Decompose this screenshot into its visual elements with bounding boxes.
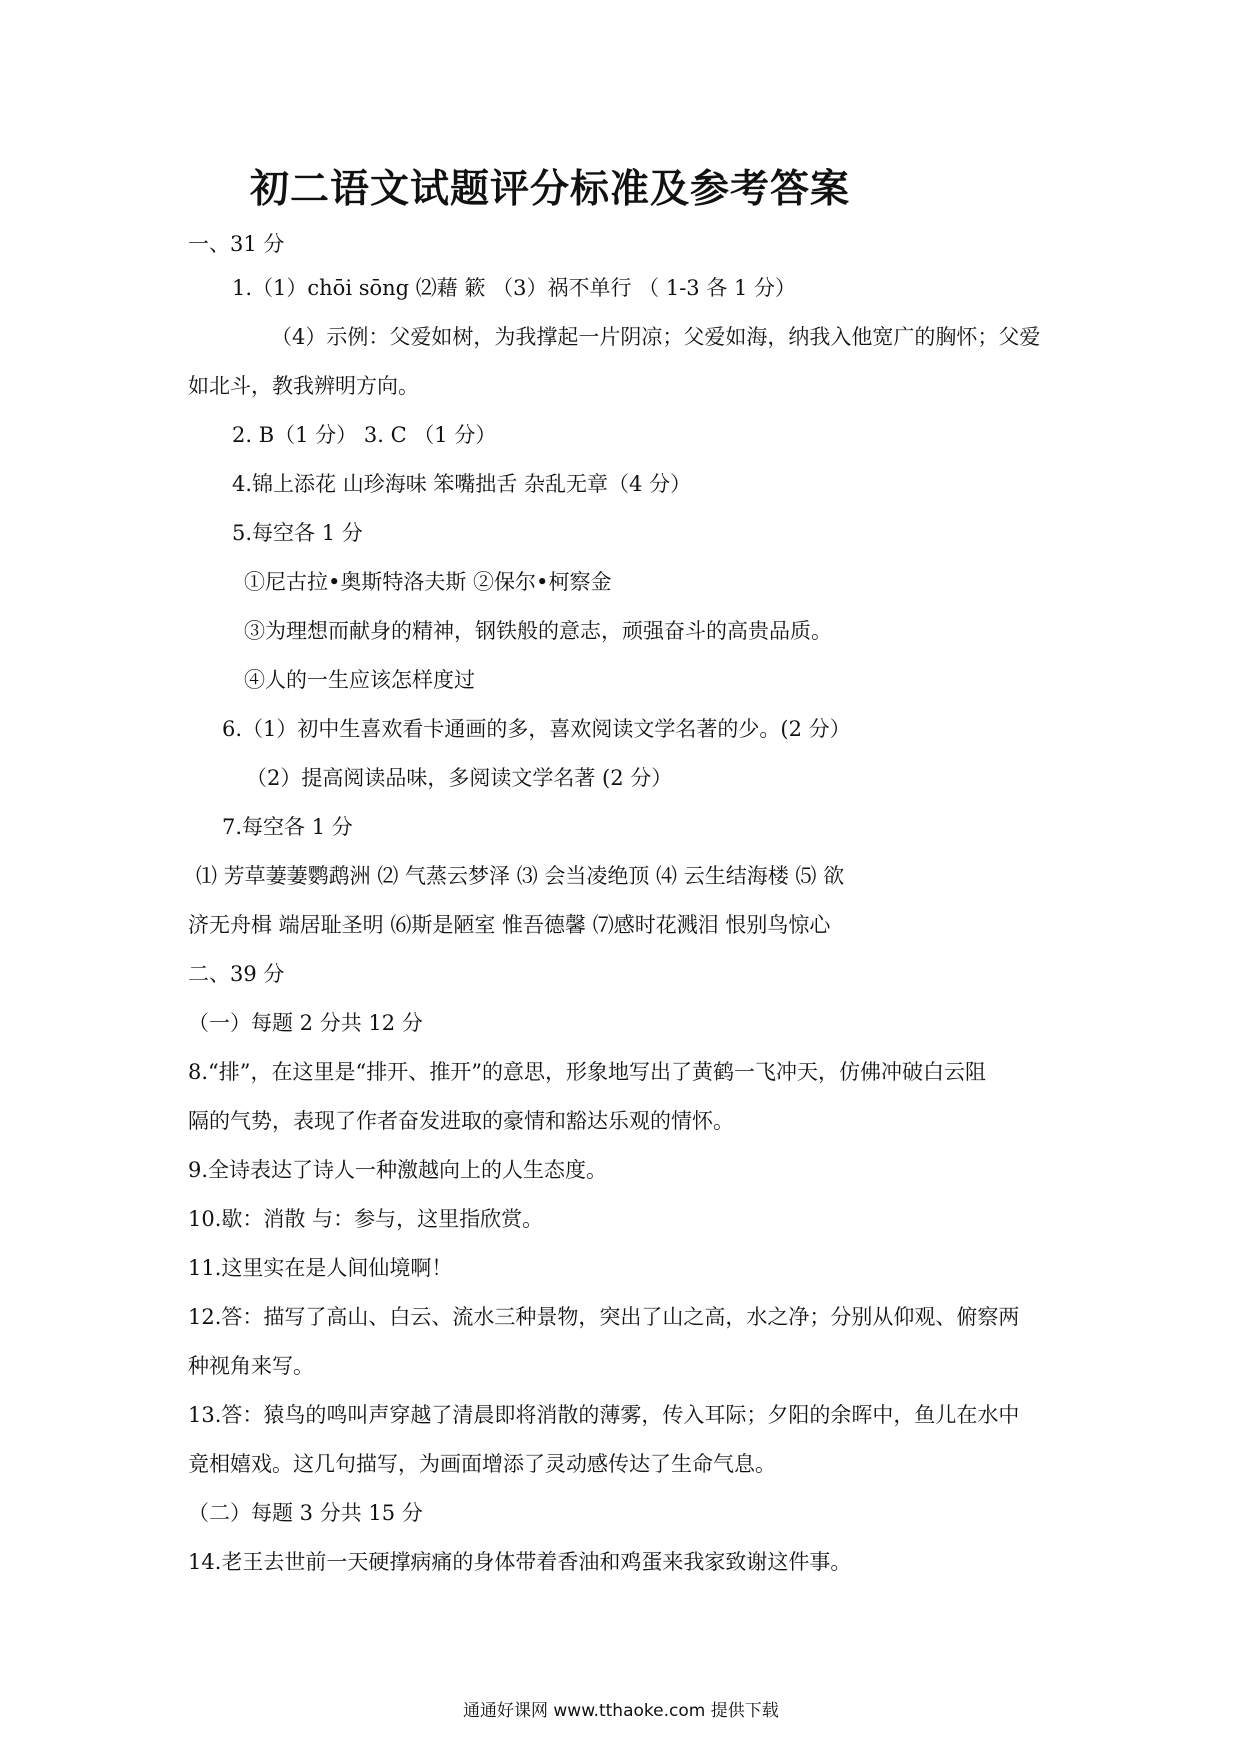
section-one-heading: 一、31 分 [188, 232, 285, 256]
answer-q1-example-cont: 如北斗，教我辨明方向。 [188, 374, 419, 398]
answer-q5-item-1-2: ①尼古拉•奥斯特洛夫斯 ②保尔•柯察金 [244, 570, 612, 594]
answer-q1-pinyin: 1.（1）chōi sōng ⑵藉 簌 （3）祸不单行 （ 1-3 各 1 分） [232, 276, 797, 300]
answer-q13: 13.答：猿鸟的鸣叫声穿越了清晨即将消散的薄雾，传入耳际；夕阳的余晖中，鱼儿在水中 [188, 1403, 1020, 1427]
answer-q9: 9.全诗表达了诗人一种激越向上的人生态度。 [188, 1158, 608, 1182]
answer-q4: 4.锦上添花 山珍海味 笨嘴拙舌 杂乱无章（4 分） [232, 472, 692, 496]
footer-download-note: 通通好课网 www.tthaoke.com 提供下载 [463, 1701, 779, 1721]
answer-q13-cont: 竟相嬉戏。这几句描写，为画面增添了灵动感传达了生命气息。 [188, 1452, 776, 1476]
answer-q6-part-1: 6.（1）初中生喜欢看卡通画的多，喜欢阅读文学名著的少。(2 分） [222, 717, 851, 741]
subsection-two-heading: （二）每题 3 分共 15 分 [188, 1501, 423, 1525]
section-two-heading: 二、39 分 [188, 962, 285, 986]
page-title: 初二语文试题评分标准及参考答案 [250, 166, 851, 212]
answer-q8: 8.“排”，在这里是“排开、推开”的意思，形象地写出了黄鹤一飞冲天，仿佛冲破白云阻 [188, 1060, 986, 1084]
answer-q7-items-cont: 济无舟楫 端居耻圣明 ⑹斯是陋室 惟吾德馨 ⑺感时花溅泪 恨别鸟惊心 [188, 913, 831, 937]
answer-q7-heading: 7.每空各 1 分 [222, 815, 353, 839]
answer-q1-example: （4）示例：父爱如树，为我撑起一片阴凉；父爱如海，纳我入他宽广的胸怀；父爱 [271, 325, 1041, 349]
answer-q12-cont: 种视角来写。 [188, 1354, 314, 1378]
answer-q5-heading: 5.每空各 1 分 [232, 521, 363, 545]
answer-q14: 14.老王去世前一天硬撑病痛的身体带着香油和鸡蛋来我家致谢这件事。 [188, 1550, 852, 1574]
answer-q2-q3: 2. B（1 分） 3. C （1 分） [232, 423, 497, 447]
subsection-one-heading: （一）每题 2 分共 12 分 [188, 1011, 423, 1035]
answer-q6-part-2: （2）提高阅读品味，多阅读文学名著 (2 分） [246, 766, 673, 790]
answer-q11: 11.这里实在是人间仙境啊！ [188, 1256, 453, 1280]
answer-q8-cont: 隔的气势，表现了作者奋发进取的豪情和豁达乐观的情怀。 [188, 1109, 734, 1133]
answer-q5-item-3: ③为理想而献身的精神，钢铁般的意志，顽强奋斗的高贵品质。 [244, 619, 832, 643]
answer-q10: 10.歇：消散 与：参与，这里指欣赏。 [188, 1207, 544, 1231]
answer-q5-item-4: ④人的一生应该怎样度过 [244, 668, 475, 692]
answer-q12: 12.答：描写了高山、白云、流水三种景物，突出了山之高，水之净；分别从仰观、俯察两 [188, 1305, 1020, 1329]
answer-q7-items: ⑴ 芳草萋萋鹦鹉洲 ⑵ 气蒸云梦泽 ⑶ 会当凌绝顶 ⑷ 云生结海楼 ⑸ 欲 [196, 864, 845, 888]
